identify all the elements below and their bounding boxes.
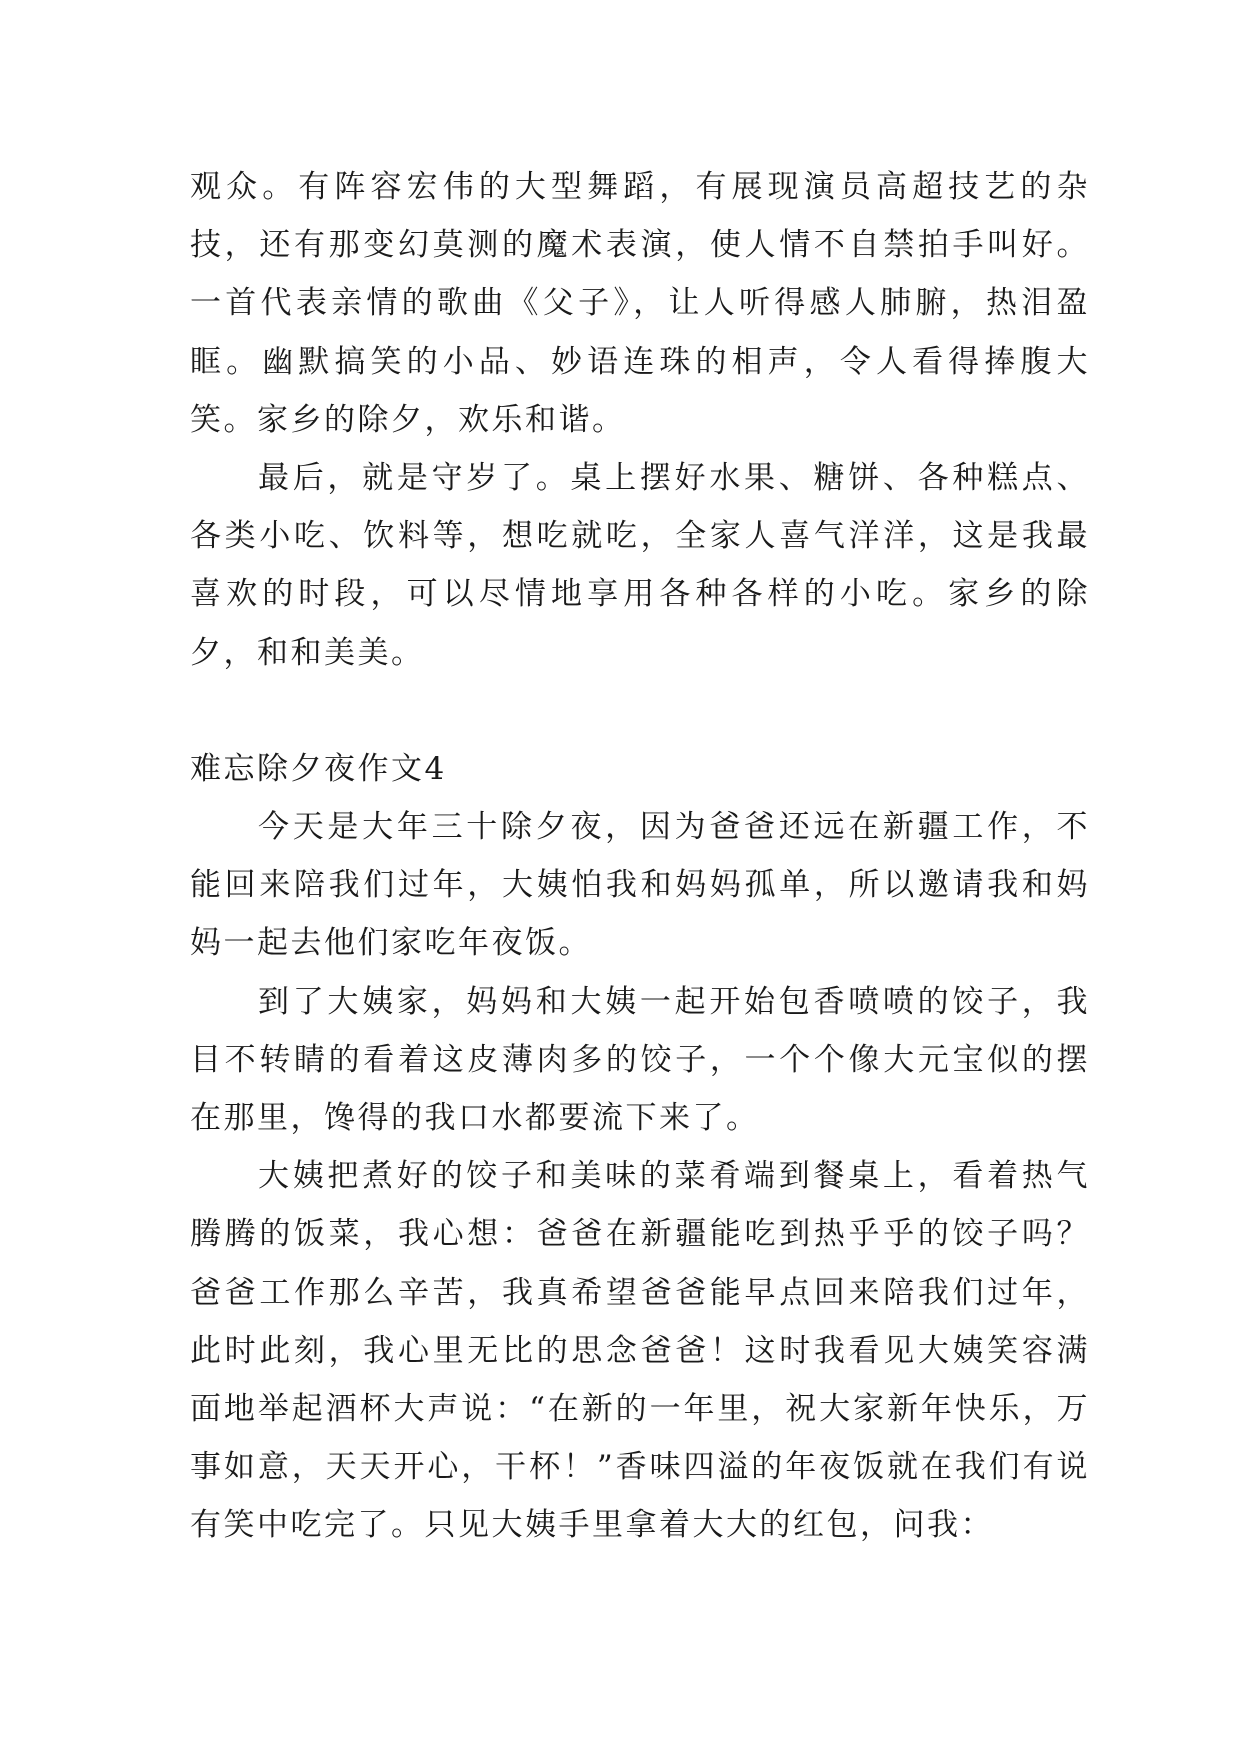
- paragraph-continuation: 观众。有阵容宏伟的大型舞蹈，有展现演员高超技艺的杂技，还有那变幻莫测的魔术表演，使人情不自禁拍手叫好。一首代表亲情的歌曲《父子》，让人听得感人肺腑，热泪盈眶。幽默搞笑的小品、妙语连珠的相声，令人看得捧腹大笑。家乡的除夕，欢乐和谐。: [190, 169, 1090, 438]
- paragraph-dinner: 大姨把煮好的饺子和美味的菜肴端到餐桌上，看着热气腾腾的饭菜，我心想：爸爸在新疆能吃到热乎乎的饺子吗？爸爸工作那么辛苦，我真希望爸爸能早点回来陪我们过年，此时此刻，我心里无比的思念爸爸！这时我看见大姨笑容满面地举起酒杯大声说：“在新的一年里，祝大家新年快乐，万事如意，天天开心，干杯！”香味四溢的年夜饭就在我们有说有笑中吃完了。只见大姨手里拿着大大的红包，问我：: [190, 1158, 1090, 1544]
- paragraph-dumplings: 到了大姨家，妈妈和大姨一起开始包香喷喷的饺子，我目不转睛的看着这皮薄肉多的饺子，一个个像大元宝似的摆在那里，馋得的我口水都要流下来了。: [190, 983, 1090, 1137]
- paragraph-new-year-vigil: 最后，就是守岁了。桌上摆好水果、糖饼、各种糕点、各类小吃、饮料等，想吃就吃，全家人喜气洋洋，这是我最喜欢的时段，可以尽情地享用各种各样的小吃。家乡的除夕，和和美美。: [190, 460, 1090, 671]
- paragraph-intro: 今天是大年三十除夕夜，因为爸爸还远在新疆工作，不能回来陪我们过年，大姨怕我和妈妈孤单，所以邀请我和妈妈一起去他们家吃年夜饭。: [190, 809, 1090, 962]
- document-page: [190, 158, 1090, 1555]
- section-title: 难忘除夕夜作文4: [190, 750, 447, 787]
